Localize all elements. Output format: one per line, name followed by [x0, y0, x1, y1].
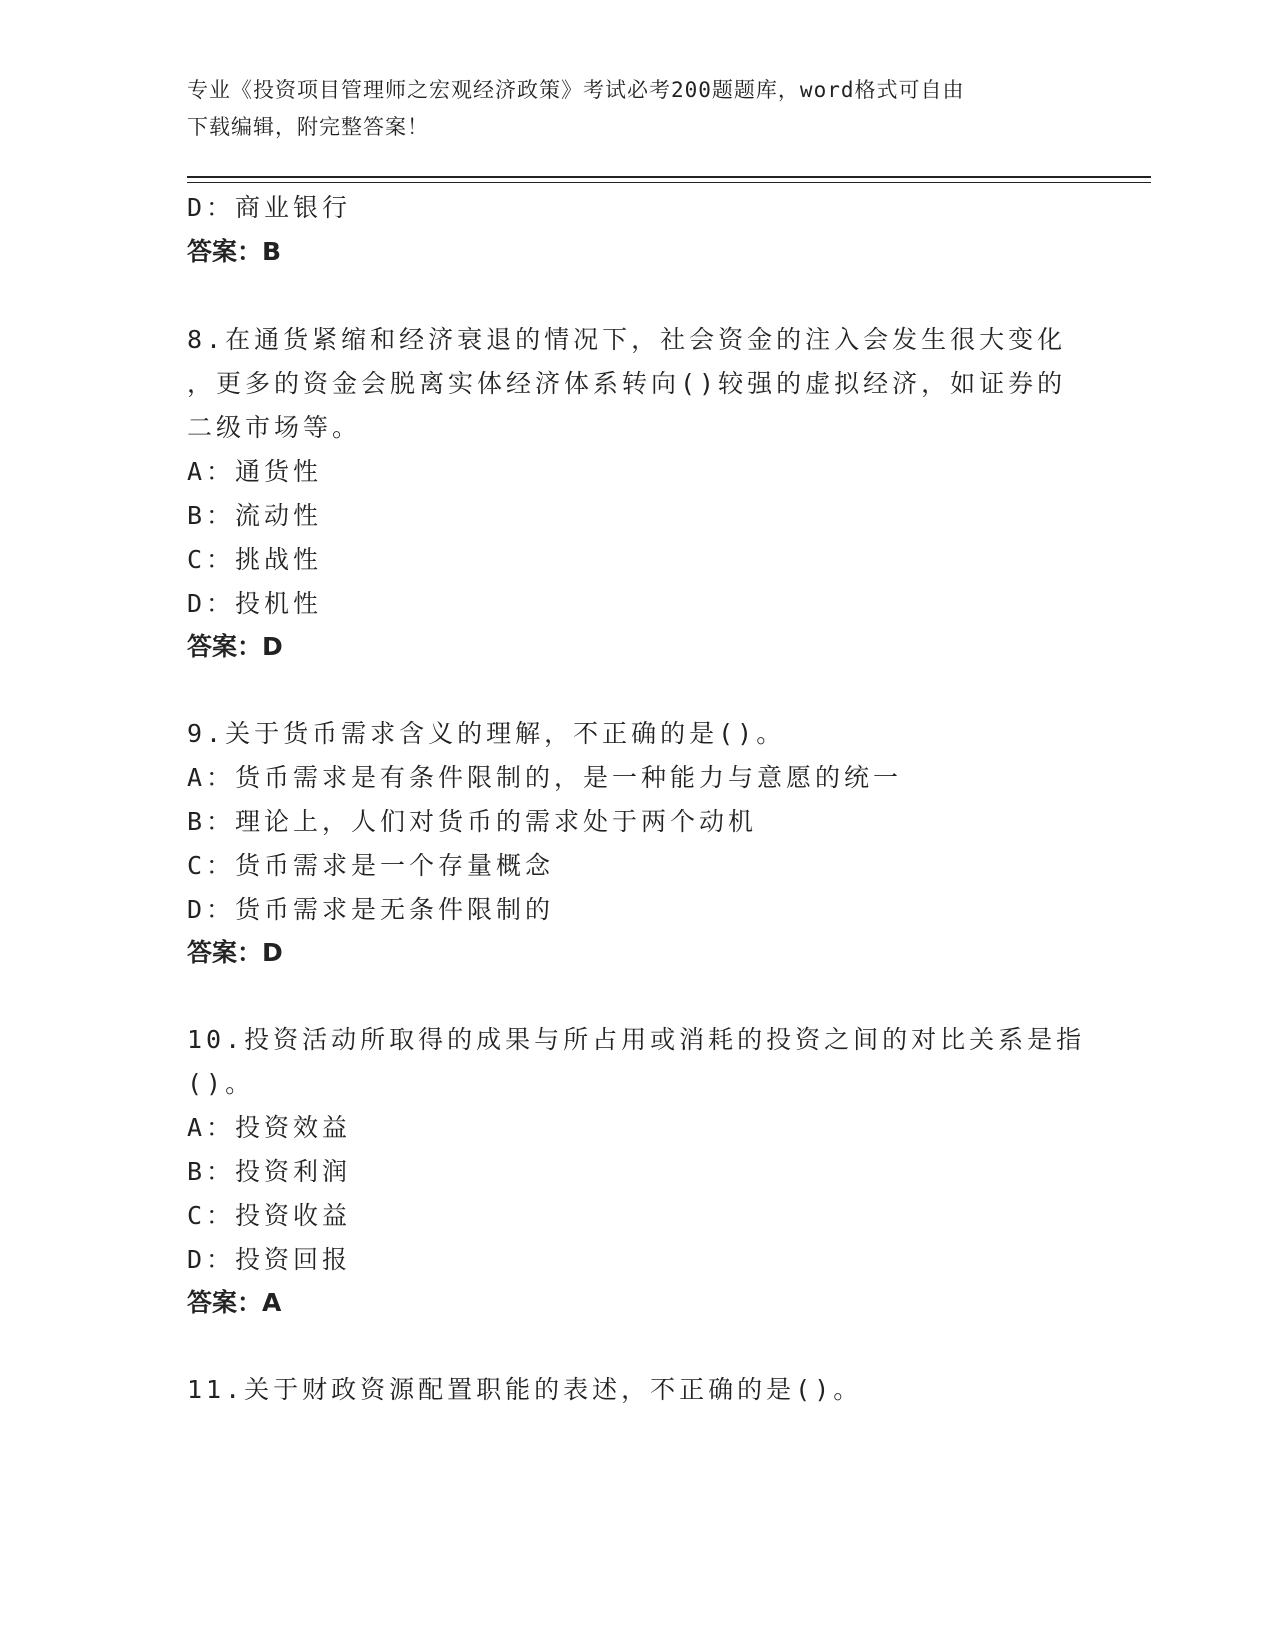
- q8-question-line-2: ，更多的资金会脱离实体经济体系转向()较强的虚拟经济，如证券的: [187, 369, 1067, 398]
- q7-answer: 答案：B: [187, 237, 282, 266]
- q10-option-a: A：投资效益: [187, 1113, 352, 1142]
- q8-option-a: A：通货性: [187, 457, 323, 486]
- q9-answer: 答案：D: [187, 938, 283, 967]
- q9-option-a: A：货币需求是有条件限制的，是一种能力与意愿的统一: [187, 763, 903, 792]
- document-header: [187, 72, 1067, 146]
- q10-option-b: B：投资利润: [187, 1157, 352, 1186]
- q10-option-c: C：投资收益: [187, 1201, 352, 1230]
- header-rule-thin: [187, 182, 1151, 183]
- q10-question-line-1: 10.投资活动所取得的成果与所占用或消耗的投资之间的对比关系是指: [187, 1025, 1086, 1054]
- q10-question-line-2: ()。: [187, 1069, 255, 1098]
- q8-option-c: C：挑战性: [187, 545, 323, 574]
- q11-question-line-1: 11.关于财政资源配置职能的表述，不正确的是()。: [187, 1375, 863, 1404]
- q8-question-line-3: 二级市场等。: [187, 413, 362, 442]
- header-line-2: 下载编辑，附完整答案！: [187, 115, 429, 139]
- q8-answer: 答案：D: [187, 632, 283, 661]
- q10-option-d: D：投资回报: [187, 1245, 352, 1274]
- q10-answer: 答案：A: [187, 1288, 282, 1317]
- q8-option-d: D：投机性: [187, 589, 323, 618]
- q9-option-c: C：货币需求是一个存量概念: [187, 851, 555, 880]
- q7-option-d: D：商业银行: [187, 193, 352, 222]
- q8-option-b: B：流动性: [187, 501, 323, 530]
- q9-option-d: D：货币需求是无条件限制的: [187, 895, 555, 924]
- header-line-1: 专业《投资项目管理师之宏观经济政策》考试必考200题题库，word格式可自由: [187, 78, 965, 102]
- q9-option-b: B：理论上，人们对货币的需求处于两个动机: [187, 807, 758, 836]
- q8-question-line-1: 8.在通货紧缩和经济衰退的情况下，社会资金的注入会发生很大变化: [187, 325, 1067, 354]
- q9-question-line-1: 9.关于货币需求含义的理解，不正确的是()。: [187, 719, 786, 748]
- header-rule-thick: [187, 176, 1151, 178]
